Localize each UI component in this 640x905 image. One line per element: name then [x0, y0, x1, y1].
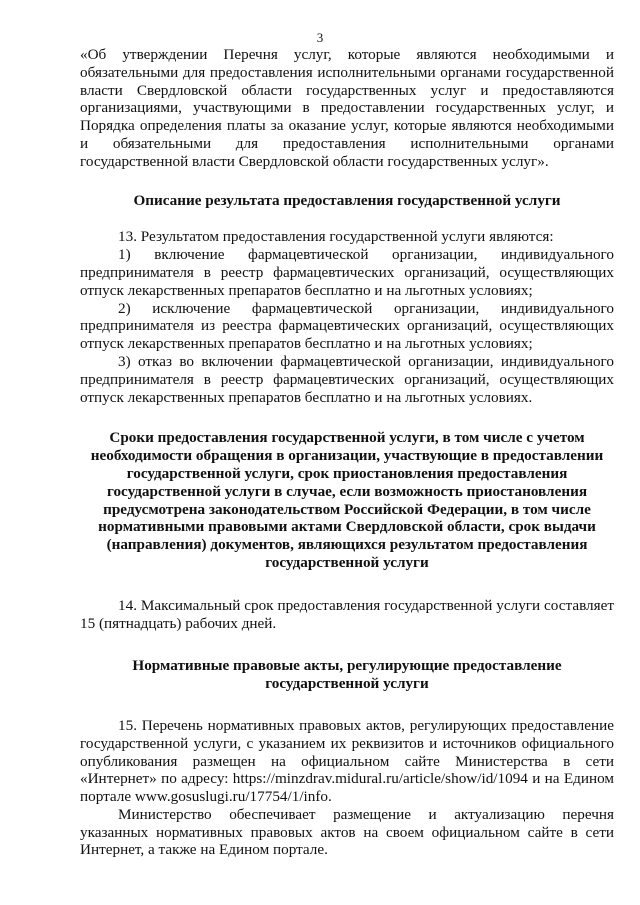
paragraph-14: 14. Максимальный срок предоставления государственной услуги составляет 15 (пятнадцать) рабочих дней.: [80, 596, 614, 632]
section-heading-acts: Нормативные правовые акты, регулирующие предоставление государственной услуги: [132, 657, 562, 693]
paragraph-ministry: Министерство обеспечивает размещение и актуализацию перечня указанных нормативных правовых актов на своем официальном сайте в сети Интернет, а также на Едином портале.: [80, 805, 614, 859]
paragraph-13: 13. Результатом предоставления государственной услуги являются:: [118, 228, 554, 246]
document-body: [80, 46, 614, 859]
result-item-2: 2) исключение фармацевтической организации, индивидуального предпринимателя из реестра фармацевтических организаций, осуществляющих отпуск лекарственных препаратов бесплатно и на льготных условиях;: [80, 299, 614, 353]
result-item-1: 1) включение фармацевтической организации, индивидуального предпринимателя в реестр фармацевтических организаций, осуществляющих отпуск лекарственных препаратов бесплатно и на льготных условиях;: [80, 246, 614, 299]
page-number: 3: [316, 30, 324, 45]
result-item-3: 3) отказ во включении фармацевтической организации, индивидуального предпринимателя в реестр фармацевтических организаций, осуществляющих отпуск лекарственных препаратов бесплатно и на льготных условиях.: [80, 352, 614, 406]
intro-paragraph: «Об утверждении Перечня услуг, которые являются необходимыми и обязательными для предоставления исполнительными органами государственной власти Свердловской области государственных услуг и предоставляются организациями, участвующими в предоставлении государственных услуг, и Порядка определения платы за оказание услуг, которые являются необходимыми и обязательными для предоставления исполнительными органами государственной власти Свердловской области государственных услуг».: [80, 46, 614, 170]
section-heading-result: Описание результата предоставления государственной услуги: [133, 191, 561, 209]
section-heading-terms: Сроки предоставления государственной услуги, в том числе с учетом необходимости обращения в организации, участвующие в предоставлении государственной услуги, срок приостановления предоставления государственной услуги в случае, если возможность приостановления предусмотрена законодательством Российской Федерации, в том числе нормативными правовыми актами Свердловской области, срок выдачи (направления) документов, являющихся результатом предоставления государственной услуги: [90, 429, 604, 571]
paragraph-15: 15. Перечень нормативных правовых актов, регулирующих предоставление государственной услуги, с указанием их реквизитов и источников официального опубликования размещен на официальном сайте Министерства в сети «Интернет» по адресу: https://minzdrav.midural.ru/article/show/id/1094 и на Едином портале www.gosuslugi.ru/17754/1/info.: [80, 716, 614, 806]
